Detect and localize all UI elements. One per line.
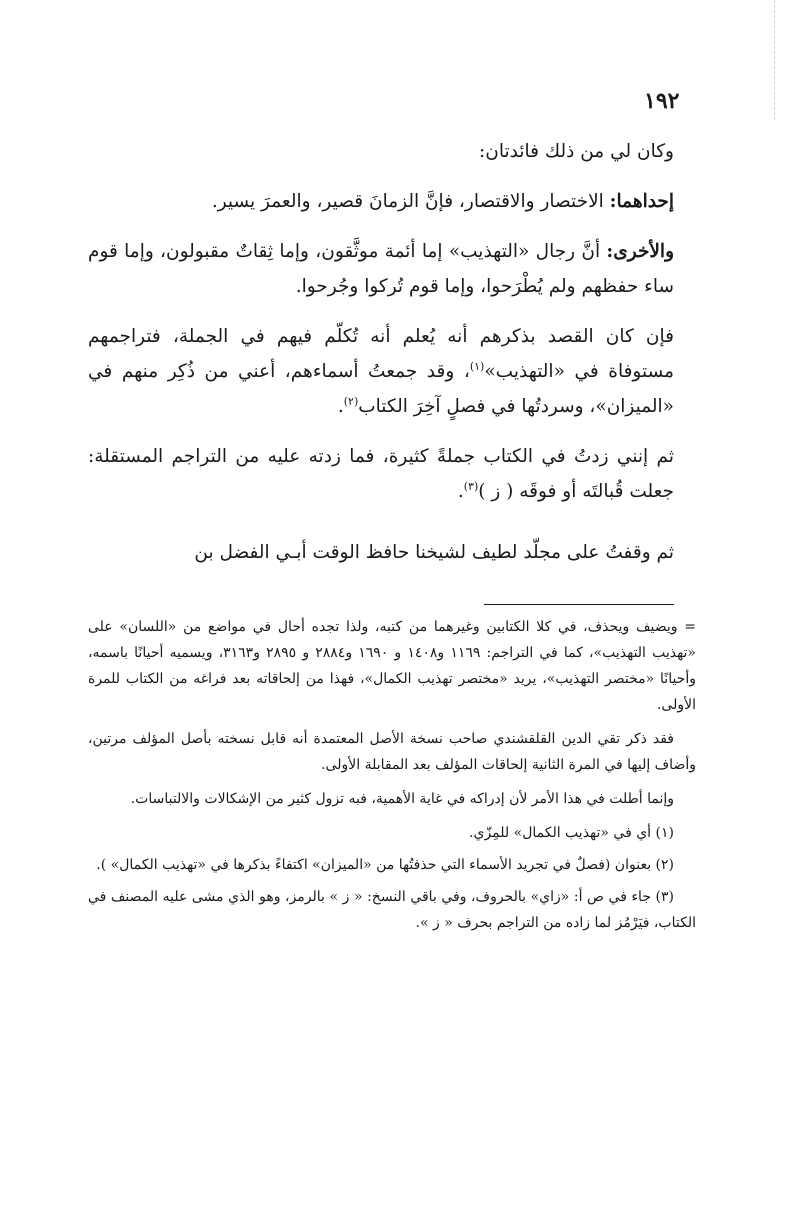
footnote-paragraph-2: فقد ذكر تقي الدين القلقشندي صاحب نسخة الأصل المعتمدة أنه قابل نسخته بأصل المؤلف مرتين، وأضاف إليها في المرة الثانية إلحاقات المؤلف بعد المقابلة الأولى. xyxy=(88,731,696,773)
page-number: ١٩٢ xyxy=(644,88,680,114)
purpose-text-a: فإن كان القصد بذكرهم أنه يُعلم أنه تُكلّم فيهم في الجملة، فتراجمهم مستوفاة في «التهذيب» xyxy=(88,326,674,382)
footnote-ref-3: (٣) xyxy=(463,479,479,493)
footnote-continuation: = ويضيف ويحذف، في كلا الكتابين وغيرهما من كتبه، ولذا تجده أحال في مواضع من «اللسان» على «تهذيب التهذيب»، كما في التراجم: ١١٦٩ و١٤٠٨ و ١٦٩٠ و٢٨٨٤ و ٢٨٩٥ و٣١٦٣، ويسميه أحيانًا باسمه، وأحيانًا «مختصر التهذيب»، يريد «مختصر تهذيب الكمال»، فهذا من إلحاقاته بعد فراغه من الكتاب للمرة الأولى. xyxy=(88,619,696,713)
footnote-paragraph-3: وإنما أطلت في هذا الأمر لأن إدراكه في غاية الأهمية، فبه تزول كثير من الإشكالات والالتباسات. xyxy=(130,791,674,807)
closing-line: ثم وقفتُ على مجلّد لطيف لشيخنا حافظ الوقت أبـي الفضل بن xyxy=(194,542,674,563)
purpose-paragraph xyxy=(88,319,674,424)
main-text xyxy=(88,134,674,570)
footnote-separator xyxy=(484,604,674,605)
scan-edge-mark xyxy=(774,0,775,120)
first-benefit-text: الاختصار والاقتصار، فإنَّ الزمانَ قصير، والعمرَ يسير. xyxy=(211,191,610,212)
first-benefit-paragraph xyxy=(88,184,674,219)
footnote-1: (١) أي في «تهذيب الكمال» للمِزّي. xyxy=(469,825,674,841)
second-benefit-term: والأخرى: xyxy=(606,241,674,262)
additions-text-b: . xyxy=(457,481,464,502)
purpose-text-b: ، وقد جمعتُ أسماءهم، أعني من ذُكِر منهم في «الميزان»، وسردتُها في فصلٍ آخِرَ الكتاب xyxy=(88,361,674,417)
footnotes xyxy=(88,614,696,942)
additions-text-a: ثم إنني زدتُ في الكتاب جملةً كثيرة، فما زدته عليه من التراجم المستقلة: جعلت قُبالتَه أو فوقَه ( ز ) xyxy=(88,446,674,502)
footnote-2: (٢) بعنوان (فصلٌ في تجريد الأسماء التي حذفتُها من «الميزان» اكتفاءً بذكرها في «تهذيب الكمال» ). xyxy=(96,857,674,873)
additions-paragraph xyxy=(88,439,674,509)
second-benefit-text: أنَّ رجال «التهذيب» إما أئمة موثَّقون، وإما ثِقاتٌ مقبولون، وإما قوم ساء حفظهم ولم يُطْرَحوا، وإما قوم تُركوا وجُرحوا. xyxy=(88,241,674,297)
first-benefit-term: إحداهما: xyxy=(609,191,674,212)
footnote-ref-2: (٢) xyxy=(343,394,359,408)
second-benefit-paragraph xyxy=(88,234,674,304)
footnote-3: (٣) جاء في ص أ: «زاي» بالحروف، وفي باقي النسخ: « ز » بالرمز، وهو الذي مشى عليه المصنف في الكتاب، فيَرْمُز لما زاده من التراجم بحرف « ز ». xyxy=(88,889,696,931)
footnote-ref-1: (١) xyxy=(469,359,485,373)
purpose-text-c: . xyxy=(337,396,344,417)
intro-paragraph: وكان لي من ذلك فائدتان: xyxy=(479,141,674,162)
